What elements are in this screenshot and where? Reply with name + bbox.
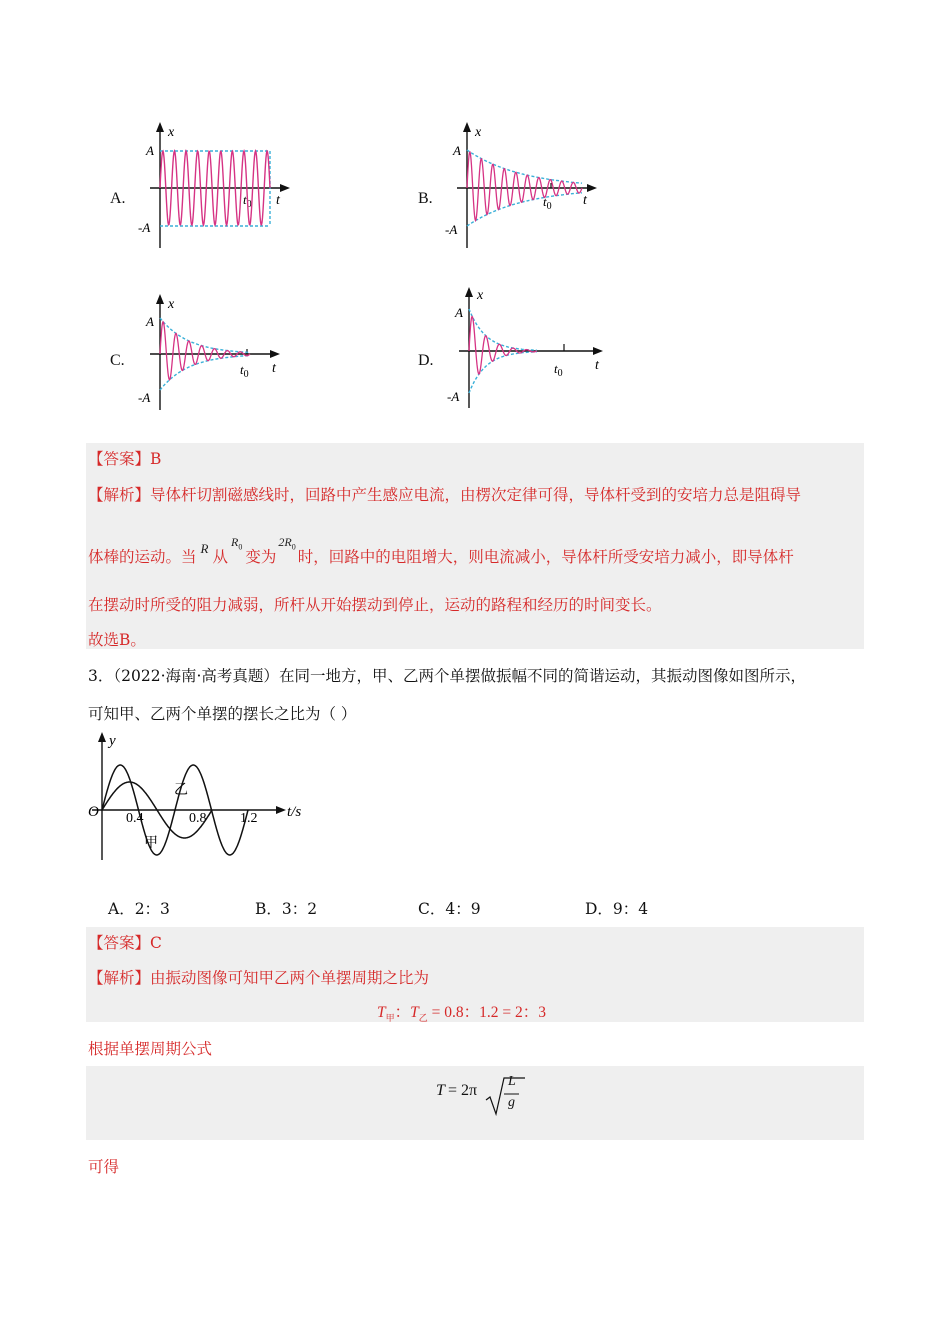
amp-neg-label: -A bbox=[447, 389, 460, 404]
amp-pos-label: A bbox=[453, 143, 461, 158]
math-2R0: 2R0 bbox=[278, 535, 296, 552]
math-R: R bbox=[200, 541, 209, 556]
axis-t-label: t bbox=[276, 193, 280, 208]
answer-label: 【答案】B bbox=[88, 450, 162, 468]
envelope-top bbox=[469, 309, 537, 350]
option-a-label[interactable]: A. bbox=[110, 190, 126, 207]
q3-option-c[interactable]: C．4：9 bbox=[418, 900, 481, 918]
envelope-bottom bbox=[160, 356, 250, 391]
envelope-bottom bbox=[467, 193, 582, 226]
option-d-graph bbox=[437, 285, 612, 410]
amp-neg-label: -A bbox=[138, 390, 151, 405]
t0-label: $t_0$ bbox=[240, 362, 249, 380]
amp-pos-label: A bbox=[455, 305, 463, 320]
option-d-label[interactable]: D. bbox=[418, 352, 434, 369]
oscillation-curve bbox=[160, 322, 250, 380]
t0-label: $t_0$ bbox=[243, 192, 252, 210]
x-axis-label: t/s bbox=[287, 804, 302, 820]
oscillation-curve bbox=[467, 152, 582, 220]
origin-label: O bbox=[88, 804, 99, 820]
y-axis-label: y bbox=[109, 733, 116, 749]
question-3-line-2: 可知甲、乙两个单摆的摆长之比为（ ） bbox=[88, 705, 357, 723]
option-b-graph bbox=[437, 120, 607, 250]
t-axis-arrow bbox=[280, 184, 290, 192]
t0-label: $t_0$ bbox=[554, 361, 563, 379]
q3-option-b[interactable]: B．3：2 bbox=[255, 900, 318, 918]
amp-pos-label: A bbox=[146, 314, 154, 329]
tick-1-2: 1.2 bbox=[240, 811, 258, 826]
conclusion-text: 可得 bbox=[88, 1158, 120, 1176]
y-axis-arrow bbox=[156, 122, 164, 132]
analysis-line-3: 在摆动时所受的阻力减弱，所杆从开始摆动到停止，运动的路程和经历的时间变长。 bbox=[88, 596, 662, 614]
axis-t-label: t bbox=[595, 358, 599, 373]
amp-neg-label: -A bbox=[138, 220, 151, 235]
formula-block bbox=[86, 1066, 864, 1140]
q3-option-a[interactable]: A．2：3 bbox=[108, 900, 170, 918]
axis-t-label: t bbox=[272, 361, 276, 376]
axis-x-label: x bbox=[168, 125, 175, 140]
amp-pos-label: A bbox=[146, 143, 154, 158]
formula-intro: 根据单摆周期公式 bbox=[88, 1040, 213, 1058]
analysis-line-2: 体棒的运动。当 $^R$ 从$^{R_0}$变为$^{2R_0}$时，回路中的电阻增大，则电流减小，导体杆所受安培力减小，即导体杆 bbox=[88, 535, 794, 566]
period-ratio: $T_甲$：$T_乙 = 0.8$：1.2 = 2：3 bbox=[377, 1004, 547, 1024]
tick-0-4: 0.4 bbox=[126, 811, 144, 826]
math-R0: R0 bbox=[230, 535, 243, 552]
label-jia: 甲 bbox=[144, 836, 158, 851]
question-3-line-1: 3．（2022·海南·高考真题）在同一地方，甲、乙两个单摆做振幅不同的简谐运动，其振动图像如图所示， bbox=[88, 667, 806, 685]
axis-x-label: x bbox=[477, 288, 484, 303]
analysis-line-1: 【解析】导体杆切割磁感线时，回路中产生感应电流，由楞次定律可得，导体杆受到的安培力总是阻碍导 bbox=[88, 486, 802, 504]
t0-label: $t_0$ bbox=[543, 194, 552, 212]
q3-option-d[interactable]: D．9：4 bbox=[585, 900, 649, 918]
analysis-tag: 【解析】 bbox=[88, 486, 151, 504]
axis-x-label: x bbox=[475, 125, 482, 140]
amp-neg-label: -A bbox=[445, 222, 458, 237]
option-c-graph bbox=[130, 292, 300, 412]
tick-0-8: 0.8 bbox=[189, 811, 207, 826]
answer-label: 【答案】C bbox=[88, 934, 162, 952]
option-c-label[interactable]: C. bbox=[110, 352, 125, 369]
analysis-line-1: 【解析】由振动图像可知甲乙两个单摆周期之比为 bbox=[88, 969, 430, 987]
option-b-label[interactable]: B. bbox=[418, 190, 433, 207]
axis-t-label: t bbox=[583, 193, 587, 208]
analysis-line-4: 故选B。 bbox=[88, 631, 146, 649]
envelope-top bbox=[467, 150, 582, 183]
question-3-graph bbox=[82, 728, 322, 868]
sqrt-sign-icon bbox=[485, 1074, 525, 1120]
label-yi: 乙 bbox=[174, 783, 188, 798]
option-a-graph bbox=[130, 120, 300, 250]
axis-x-label: x bbox=[168, 297, 175, 312]
